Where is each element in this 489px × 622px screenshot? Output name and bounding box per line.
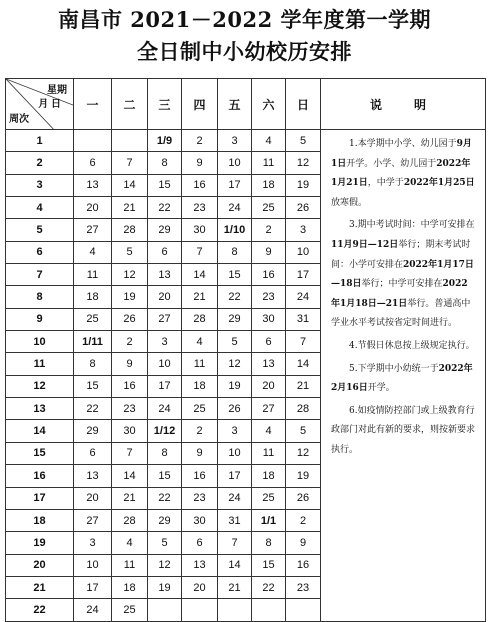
date-cell: 15 <box>148 174 182 196</box>
note-text: 2022年1月17日—18日 <box>331 259 474 290</box>
date-cell: 17 <box>218 174 252 196</box>
weekday-header-thu: 四 <box>182 79 218 130</box>
date-cell: 21 <box>182 286 218 308</box>
week-row <box>6 130 486 152</box>
date-cell: 11 <box>112 554 148 576</box>
date-cell: 6 <box>74 442 112 464</box>
date-cell: 5 <box>286 130 321 152</box>
note-text: 开学。 <box>367 383 395 394</box>
date-cell: 11 <box>74 264 112 286</box>
date-cell: 18 <box>74 286 112 308</box>
date-cell: 9 <box>112 353 148 375</box>
note-text: 5.下学期中小幼统一于 <box>349 363 439 374</box>
date-cell: 19 <box>218 375 252 397</box>
weekday-header-fri: 五 <box>218 79 252 130</box>
date-cell: 2 <box>286 509 321 531</box>
date-cell: 22 <box>148 197 182 219</box>
note-text: 4.节假日休息按上级规定执行。 <box>349 340 475 351</box>
date-cell: 12 <box>218 353 252 375</box>
date-cell: 24 <box>218 487 252 509</box>
note-paragraph <box>331 216 475 334</box>
date-cell: 27 <box>252 398 286 420</box>
date-cell: 25 <box>252 487 286 509</box>
date-cell: 31 <box>286 308 321 330</box>
date-cell: 22 <box>218 286 252 308</box>
week-number-cell: 16 <box>6 465 74 487</box>
title-line-1: 南昌市 2021－2022 学年度第一学期 <box>57 7 431 32</box>
date-cell: 8 <box>74 353 112 375</box>
notes-header <box>321 79 486 130</box>
week-number-cell: 8 <box>6 286 74 308</box>
date-cell: 19 <box>286 465 321 487</box>
date-cell: 2 <box>252 219 286 241</box>
header-row <box>6 79 486 130</box>
date-cell: 18 <box>252 174 286 196</box>
date-cell: 20 <box>74 197 112 219</box>
date-cell: 7 <box>286 331 321 353</box>
date-cell: 31 <box>218 509 252 531</box>
date-cell: 27 <box>148 308 182 330</box>
note-paragraph <box>331 135 475 213</box>
date-cell: 16 <box>112 375 148 397</box>
date-cell: 20 <box>182 576 218 598</box>
date-cell: 21 <box>112 197 148 219</box>
date-cell: 26 <box>218 398 252 420</box>
date-cell: 13 <box>74 465 112 487</box>
date-cell: 27 <box>74 509 112 531</box>
date-cell: 1/9 <box>148 130 182 152</box>
date-cell: 8 <box>218 241 252 263</box>
date-cell: 26 <box>286 197 321 219</box>
week-number-cell: 6 <box>6 241 74 263</box>
week-number-cell: 5 <box>6 219 74 241</box>
date-cell: 24 <box>218 197 252 219</box>
corner-header-cell <box>6 79 74 130</box>
date-cell: 3 <box>74 532 112 554</box>
date-cell: 8 <box>148 152 182 174</box>
date-cell: 21 <box>218 576 252 598</box>
date-cell: 2 <box>182 420 218 442</box>
corner-date-label: 月 日 <box>38 99 61 110</box>
week-number-cell: 14 <box>6 420 74 442</box>
date-cell: 23 <box>112 398 148 420</box>
date-cell: 7 <box>182 241 218 263</box>
date-cell: 4 <box>112 532 148 554</box>
date-cell: 7 <box>218 532 252 554</box>
date-cell: 4 <box>74 241 112 263</box>
date-cell: 5 <box>112 241 148 263</box>
date-cell: 10 <box>286 241 321 263</box>
date-cell: 23 <box>252 286 286 308</box>
notes-title: 说 明 <box>369 97 436 112</box>
school-calendar-table <box>5 78 486 622</box>
date-cell: 22 <box>148 487 182 509</box>
date-cell: 20 <box>74 487 112 509</box>
date-cell: 30 <box>112 420 148 442</box>
date-cell: 1/11 <box>74 331 112 353</box>
date-cell: 1/10 <box>218 219 252 241</box>
date-cell: 13 <box>252 353 286 375</box>
note-text: 举行。普通高中学业水平考试按省定时间进行。 <box>331 298 471 329</box>
date-cell: 13 <box>74 174 112 196</box>
week-number-cell: 9 <box>6 308 74 330</box>
date-cell: 18 <box>182 375 218 397</box>
week-number-cell: 4 <box>6 197 74 219</box>
date-cell: 22 <box>252 576 286 598</box>
date-cell: 3 <box>148 331 182 353</box>
weekday-header-tue: 二 <box>112 79 148 130</box>
date-cell: 12 <box>112 264 148 286</box>
title-block <box>0 4 489 68</box>
week-number-cell: 3 <box>6 174 74 196</box>
note-text: 1.本学期中小学、幼儿园于 <box>349 139 457 149</box>
notes-cell <box>321 130 486 622</box>
date-cell: 28 <box>112 219 148 241</box>
week-number-cell: 11 <box>6 353 74 375</box>
date-cell: 9 <box>286 532 321 554</box>
note-text: 2022年1月21日 <box>331 158 471 189</box>
weekday-header-mon: 一 <box>74 79 112 130</box>
date-cell: 11 <box>252 152 286 174</box>
date-cell: 20 <box>148 286 182 308</box>
weekday-header-sun: 日 <box>286 79 321 130</box>
date-cell: 6 <box>74 152 112 174</box>
date-cell: 29 <box>148 219 182 241</box>
date-cell: 23 <box>182 487 218 509</box>
corner-period-label: 周次 <box>9 114 29 125</box>
date-cell: 30 <box>182 219 218 241</box>
note-text: 举行；中学可安排在 <box>361 279 443 290</box>
date-cell: 15 <box>252 554 286 576</box>
date-cell: 30 <box>182 509 218 531</box>
week-number-cell: 12 <box>6 375 74 397</box>
date-cell: 30 <box>252 308 286 330</box>
date-cell: 28 <box>182 308 218 330</box>
week-number-cell: 18 <box>6 509 74 531</box>
date-cell: 25 <box>74 308 112 330</box>
date-cell: 16 <box>252 264 286 286</box>
note-paragraph <box>331 402 475 461</box>
date-cell: 15 <box>148 465 182 487</box>
week-number-cell: 17 <box>6 487 74 509</box>
date-cell: 13 <box>182 554 218 576</box>
date-cell: 29 <box>148 509 182 531</box>
date-cell: 2 <box>112 331 148 353</box>
date-cell: 21 <box>112 487 148 509</box>
date-cell <box>286 599 321 621</box>
date-cell: 6 <box>252 331 286 353</box>
week-number-cell: 10 <box>6 331 74 353</box>
note-text: 2022年1月25日 <box>403 178 475 189</box>
date-cell: 17 <box>148 375 182 397</box>
date-cell: 28 <box>112 509 148 531</box>
date-cell: 13 <box>148 264 182 286</box>
date-cell: 4 <box>252 420 286 442</box>
date-cell: 29 <box>74 420 112 442</box>
weekday-header-sat: 六 <box>252 79 286 130</box>
week-number-cell: 22 <box>6 599 74 621</box>
date-cell: 9 <box>252 241 286 263</box>
date-cell: 17 <box>286 264 321 286</box>
note-text: ，中学于 <box>367 178 404 189</box>
corner-week-label: 星期 <box>47 85 67 96</box>
date-cell: 10 <box>148 353 182 375</box>
date-cell: 26 <box>112 308 148 330</box>
note-text: 6.如疫情防控部门或上级教育行政部门对此有新的要求，则按新要求执行。 <box>331 405 476 455</box>
date-cell: 19 <box>112 286 148 308</box>
date-cell: 14 <box>286 353 321 375</box>
date-cell: 25 <box>252 197 286 219</box>
date-cell: 22 <box>74 398 112 420</box>
date-cell <box>218 599 252 621</box>
week-number-cell: 20 <box>6 554 74 576</box>
date-cell: 19 <box>286 174 321 196</box>
date-cell: 28 <box>286 398 321 420</box>
date-cell: 14 <box>182 264 218 286</box>
note-text: 开学。小学、幼儿园于 <box>346 158 437 169</box>
week-number-cell: 1 <box>6 130 74 152</box>
date-cell: 1/1 <box>252 509 286 531</box>
note-text: 举行；期末考试时间：小学可安排在 <box>331 239 471 270</box>
title-line-2: 全日制中小幼校历安排 <box>137 39 352 64</box>
date-cell: 24 <box>148 398 182 420</box>
note-text: 2022年1月18日—21日 <box>331 279 468 309</box>
date-cell: 18 <box>112 576 148 598</box>
date-cell: 21 <box>286 375 321 397</box>
date-cell: 8 <box>148 442 182 464</box>
date-cell: 14 <box>112 465 148 487</box>
date-cell: 24 <box>286 286 321 308</box>
date-cell: 10 <box>74 554 112 576</box>
date-cell: 3 <box>218 420 252 442</box>
date-cell: 10 <box>218 442 252 464</box>
week-number-cell: 19 <box>6 532 74 554</box>
date-cell: 27 <box>74 219 112 241</box>
date-cell: 18 <box>252 465 286 487</box>
note-paragraph <box>331 360 475 399</box>
date-cell: 16 <box>182 174 218 196</box>
date-cell: 15 <box>218 264 252 286</box>
date-cell: 6 <box>182 532 218 554</box>
date-cell <box>112 130 148 152</box>
date-cell: 9 <box>182 152 218 174</box>
date-cell: 5 <box>286 420 321 442</box>
week-number-cell: 21 <box>6 576 74 598</box>
date-cell: 23 <box>286 576 321 598</box>
date-cell <box>74 130 112 152</box>
date-cell: 9 <box>182 442 218 464</box>
date-cell: 8 <box>252 532 286 554</box>
week-number-cell: 15 <box>6 442 74 464</box>
date-cell: 16 <box>286 554 321 576</box>
date-cell: 12 <box>286 442 321 464</box>
note-text: 11月9日—12日 <box>331 239 399 250</box>
date-cell: 14 <box>218 554 252 576</box>
week-number-cell: 13 <box>6 398 74 420</box>
date-cell: 25 <box>182 398 218 420</box>
date-cell: 25 <box>112 599 148 621</box>
date-cell: 29 <box>218 308 252 330</box>
date-cell <box>182 599 218 621</box>
date-cell: 23 <box>182 197 218 219</box>
note-text: 2022年2月16日 <box>331 363 473 394</box>
date-cell: 10 <box>218 152 252 174</box>
date-cell <box>252 599 286 621</box>
date-cell: 20 <box>252 375 286 397</box>
date-cell: 11 <box>182 353 218 375</box>
note-paragraph <box>331 337 475 357</box>
week-number-cell: 2 <box>6 152 74 174</box>
date-cell: 15 <box>74 375 112 397</box>
date-cell: 26 <box>286 487 321 509</box>
date-cell: 7 <box>112 442 148 464</box>
date-cell: 14 <box>112 174 148 196</box>
date-cell: 5 <box>218 331 252 353</box>
date-cell: 5 <box>148 532 182 554</box>
date-cell: 11 <box>252 442 286 464</box>
date-cell: 17 <box>74 576 112 598</box>
date-cell: 17 <box>218 465 252 487</box>
date-cell: 2 <box>182 130 218 152</box>
note-text: 9月1日 <box>331 139 472 169</box>
date-cell: 3 <box>218 130 252 152</box>
date-cell: 12 <box>148 554 182 576</box>
weekday-header-wed: 三 <box>148 79 182 130</box>
date-cell: 12 <box>286 152 321 174</box>
date-cell <box>148 599 182 621</box>
note-text: 3.期中考试时间：中学可安排在 <box>349 220 475 231</box>
date-cell: 3 <box>286 219 321 241</box>
date-cell: 19 <box>148 576 182 598</box>
date-cell: 6 <box>148 241 182 263</box>
date-cell: 4 <box>182 331 218 353</box>
date-cell: 7 <box>112 152 148 174</box>
date-cell: 4 <box>252 130 286 152</box>
date-cell: 16 <box>182 465 218 487</box>
note-text: 放寒假。 <box>331 197 368 208</box>
week-number-cell: 7 <box>6 264 74 286</box>
date-cell: 1/12 <box>148 420 182 442</box>
date-cell: 24 <box>74 599 112 621</box>
